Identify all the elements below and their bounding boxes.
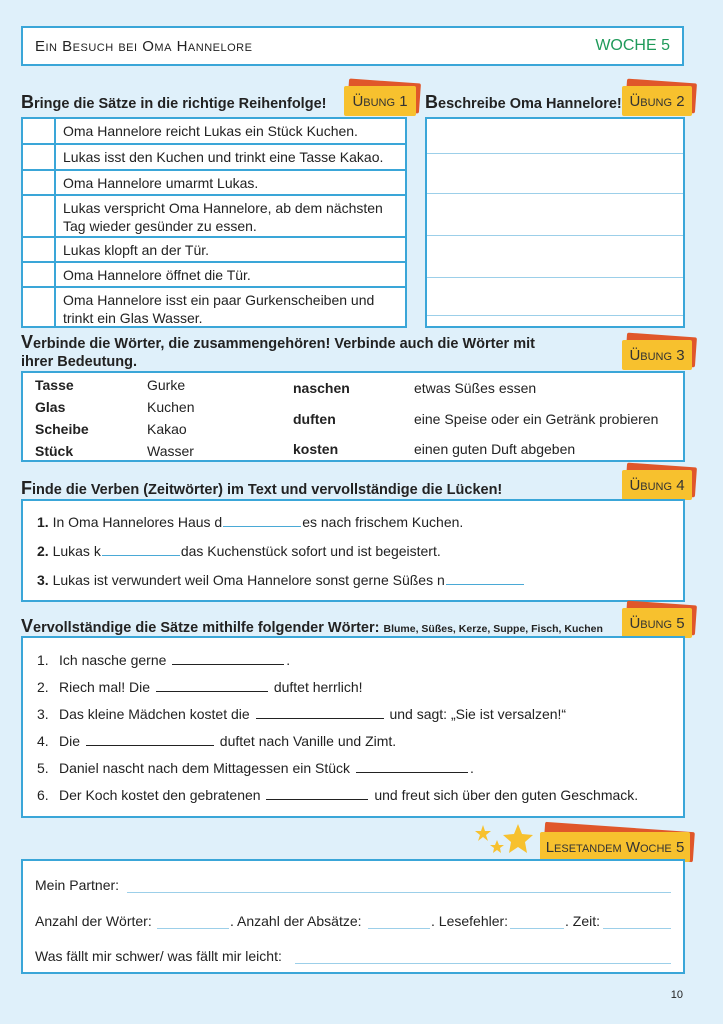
ex4-heading: Finde die Verben (Zeitwörter) im Text und vervollständige die Lücken!: [21, 478, 503, 498]
ex3-heading: Verbinde die Wörter, die zusammengehören! Verbinde auch die Wörter mit ihrer Bedeutung.: [21, 332, 535, 370]
verb[interactable]: kosten: [293, 441, 339, 457]
word-b[interactable]: Kakao: [147, 421, 187, 437]
ex3-badge: Übung 3: [622, 340, 692, 370]
verb[interactable]: duften: [293, 411, 336, 427]
blank-input[interactable]: [266, 788, 368, 800]
table-row: Lukas verspricht Oma Hannelore, ab dem nächsten Tag wieder gesünder zu essen.: [23, 196, 405, 238]
verb[interactable]: naschen: [293, 380, 350, 396]
blank-input[interactable]: [172, 653, 284, 665]
blank-input[interactable]: [156, 680, 268, 692]
ex5-sentence: 3. Das kleine Mädchen kostet die und sagt: „Sie ist versalzen!“: [37, 706, 567, 722]
ex4-sentence-1: 1. In Oma Hannelores Haus d es nach frischem Kuchen.: [37, 514, 464, 530]
stars-icon: [470, 822, 538, 858]
table-row: Oma Hannelore öffnet die Tür.: [23, 263, 405, 288]
gap-input[interactable]: [446, 573, 524, 585]
time-label: . Zeit:: [565, 913, 601, 929]
table-row: Lukas klopft an der Tür.: [23, 238, 405, 263]
table-row: Oma Hannelore isst ein paar Gurkenscheiben und trinkt ein Glas Wasser.: [23, 288, 405, 326]
order-number-cell[interactable]: [23, 263, 56, 286]
difficulty-label: Was fällt mir schwer/ was fällt mir leicht:: [35, 948, 282, 964]
paragraphs-field[interactable]: [368, 928, 430, 929]
blank-input[interactable]: [356, 761, 468, 773]
blank-input[interactable]: [256, 707, 384, 719]
meaning[interactable]: etwas Süßes essen: [414, 380, 537, 396]
table-row: Oma Hannelore reicht Lukas ein Stück Kuchen.: [23, 119, 405, 145]
table-row: Lukas isst den Kuchen und trinkt eine Tasse Kakao.: [23, 145, 405, 171]
ex5-sentence: 1. Ich nasche gerne .: [37, 652, 291, 668]
words-label: Anzahl der Wörter:: [35, 913, 152, 929]
word-b[interactable]: Gurke: [147, 377, 186, 393]
errors-field[interactable]: [510, 928, 564, 929]
order-number-cell[interactable]: [23, 145, 56, 169]
ex5-sentence: 5. Daniel nascht nach dem Mittagessen ein Stück .: [37, 760, 474, 776]
word-a[interactable]: Scheibe: [35, 421, 89, 437]
ex4-gap-fill-box: [21, 499, 685, 602]
week-label: WOCHE 5: [595, 37, 670, 54]
ex5-sentence-box: [21, 636, 685, 818]
meaning[interactable]: eine Speise oder ein Getränk probieren: [414, 411, 659, 427]
ex5-badge: Übung 5: [622, 608, 692, 638]
word-a[interactable]: Tasse: [35, 377, 74, 393]
ex4-sentence-3: 3. Lukas ist verwundert weil Oma Hannelore sonst gerne Süßes n: [37, 572, 525, 588]
table-row: Oma Hannelore umarmt Lukas.: [23, 171, 405, 196]
paragraphs-label: . Anzahl der Absätze:: [230, 913, 362, 929]
word-a[interactable]: Glas: [35, 399, 66, 415]
ex5-sentence: 2. Riech mal! Die duftet herrlich!: [37, 679, 363, 695]
order-number-cell[interactable]: [23, 238, 56, 261]
difficulty-field[interactable]: [295, 963, 671, 964]
ex2-badge: Übung 2: [622, 86, 692, 116]
ex2-writing-area[interactable]: [425, 117, 685, 328]
blank-input[interactable]: [86, 734, 214, 746]
partner-label: Mein Partner:: [35, 877, 120, 893]
word-b[interactable]: Wasser: [147, 443, 194, 459]
ex5-sentence: 6. Der Koch kostet den gebratenen und freut sich über den guten Geschmack.: [37, 787, 639, 803]
ex4-sentence-2: 2. Lukas k das Kuchenstück sofort und ist begeistert.: [37, 543, 441, 559]
page-header: [21, 26, 684, 66]
ex1-ordering-table: [21, 117, 407, 328]
lesetandem-box: [21, 859, 685, 974]
word-a[interactable]: Stück: [35, 443, 74, 459]
ex4-badge: Übung 4: [622, 470, 692, 500]
errors-label: . Lesefehler:: [431, 913, 509, 929]
ex2-heading: Beschreibe Oma Hannelore!: [425, 92, 622, 112]
ex3-matching-box: [21, 371, 685, 462]
ex1-heading: Bringe die Sätze in die richtige Reihenfolge!: [21, 92, 327, 112]
order-number-cell[interactable]: [23, 171, 56, 194]
tandem-badge: Lesetandem Woche 5: [540, 832, 690, 862]
ex5-heading: Vervollständige die Sätze mithilfe folgender Wörter: Blume, Süßes, Kerze, Suppe, Fisch, Kuchen: [21, 616, 603, 636]
order-number-cell[interactable]: [23, 196, 56, 236]
gap-input[interactable]: [102, 544, 180, 556]
time-field[interactable]: [603, 928, 671, 929]
page-number: 10: [670, 989, 683, 1001]
ex5-sentence: 4. Die duftet nach Vanille und Zimt.: [37, 733, 397, 749]
gap-input[interactable]: [223, 515, 301, 527]
words-field[interactable]: [157, 928, 229, 929]
order-number-cell[interactable]: [23, 288, 56, 326]
meaning[interactable]: einen guten Duft abgeben: [414, 441, 576, 457]
ex1-badge: Übung 1: [344, 86, 416, 116]
order-number-cell[interactable]: [23, 119, 56, 143]
worksheet-title: Ein Besuch bei Oma Hannelore: [35, 38, 253, 55]
partner-field[interactable]: [127, 892, 671, 893]
word-b[interactable]: Kuchen: [147, 399, 195, 415]
